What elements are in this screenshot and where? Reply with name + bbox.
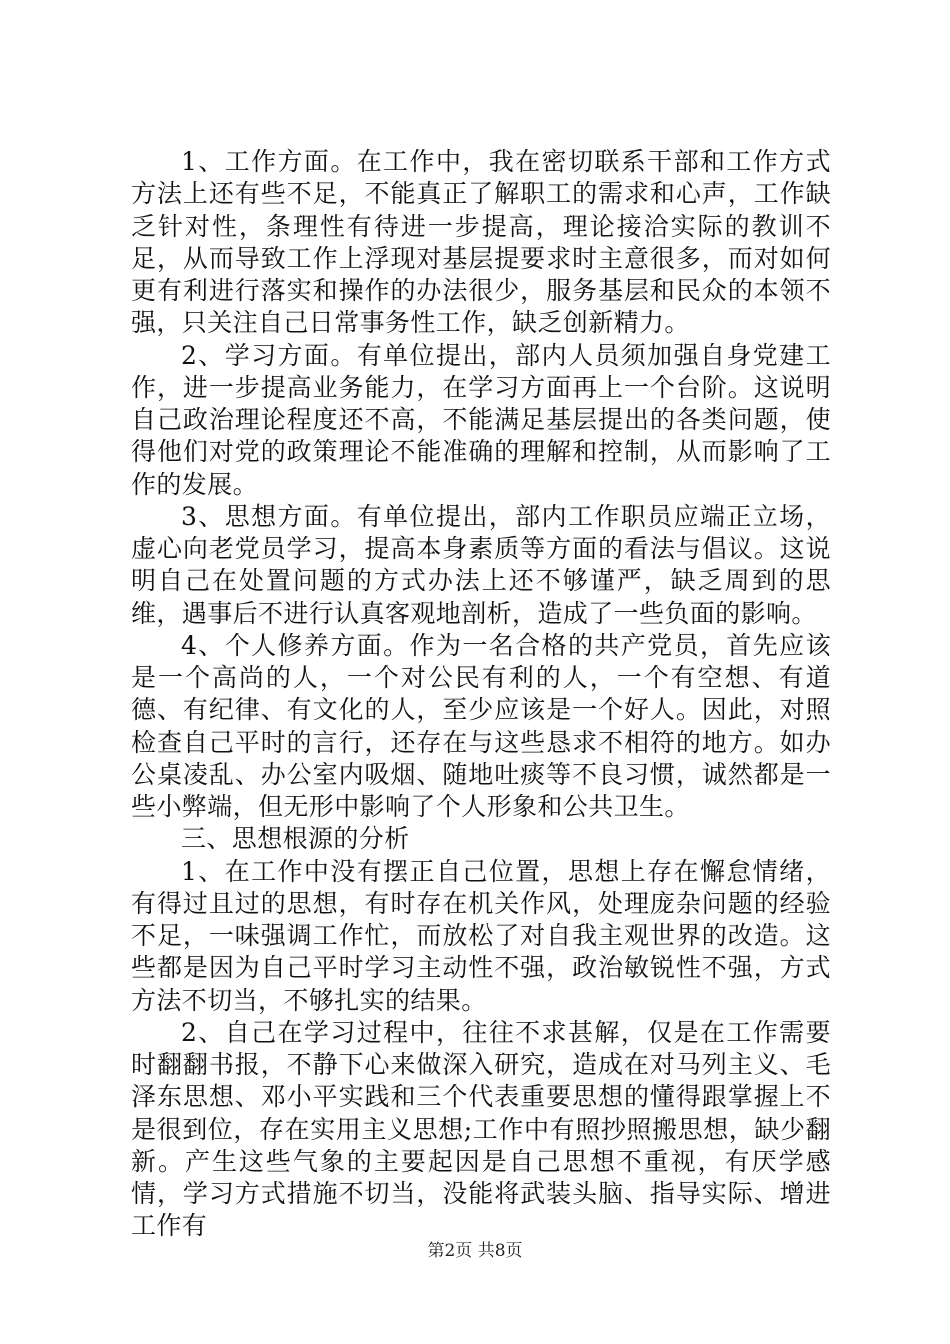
page-number-footer: 第2页 共8页 xyxy=(427,1241,523,1261)
paragraph-work: 1、工作方面。在工作中，我在密切联系干部和工作方式方法上还有些不足，不能真正了解职工的需求和心声，工作缺乏针对性，条理性有待进一步提高，理论接洽实际的教训不足，从而导致工作上浮现对基层提要求时主意很多，而对如何更有利进行落实和操作的办法很少，服务基层和民众的本领不强，只关注自己日常事务性工作，缺乏创新精力。 xyxy=(131,147,831,338)
paragraph-study: 2、学习方面。有单位提出，部内人员须加强自身党建工作，进一步提高业务能力，在学习方面再上一个台阶。这说明自己政治理论程度还不高，不能满足基层提出的各类问题，使得他们对党的政策理论不能准确的理解和控制，从而影响了工作的发展。 xyxy=(131,340,831,499)
section-heading: 三、思想根源的分析 xyxy=(181,824,410,854)
paragraph-cultivation: 4、个人修养方面。作为一名合格的共产党员，首先应该是一个高尚的人，一个对公民有利的人，一个有空想、有道德、有纪律、有文化的人，至少应该是一个好人。因此，对照检查自己平时的言行，还存在与这些恳求不相符的地方。如办公桌凌乱、办公室内吸烟、随地吐痰等不良习惯，诚然都是一些小弊端，但无形中影响了个人形象和公共卫生。 xyxy=(131,630,831,821)
paragraph-root-cause-2: 2、自己在学习过程中，往往不求甚解，仅是在工作需要时翻翻书报，不静下心来做深入研究，造成在对马列主义、毛泽东思想、邓小平实践和三个代表重要思想的懂得跟掌握上不是很到位，存在实用主义思想;工作中有照抄照搬思想，缺少翻新。产生这些气象的主要起因是自己思想不重视，有厌学感情，学习方式措施不切当，没能将武装头脑、指导实际、增进工作有 xyxy=(131,1017,831,1241)
paragraph-thought: 3、思想方面。有单位提出，部内工作职员应端正立场，虚心向老党员学习，提高本身素质等方面的看法与倡议。这说明自己在处置问题的方式办法上还不够谨严，缺乏周到的思维，遇事后不进行认真客观地剖析，造成了一些负面的影响。 xyxy=(131,501,831,628)
paragraph-root-cause-1: 1、在工作中没有摆正自己位置，思想上存在懈怠情绪，有得过且过的思想，有时存在机关作风，处理庞杂问题的经验不足，一味强调工作忙，而放松了对自我主观世界的改造。这些都是因为自己平时学习主动性不强，政治敏锐性不强，方式方法不切当，不够扎实的结果。 xyxy=(131,856,831,1015)
document-body xyxy=(131,146,831,1243)
